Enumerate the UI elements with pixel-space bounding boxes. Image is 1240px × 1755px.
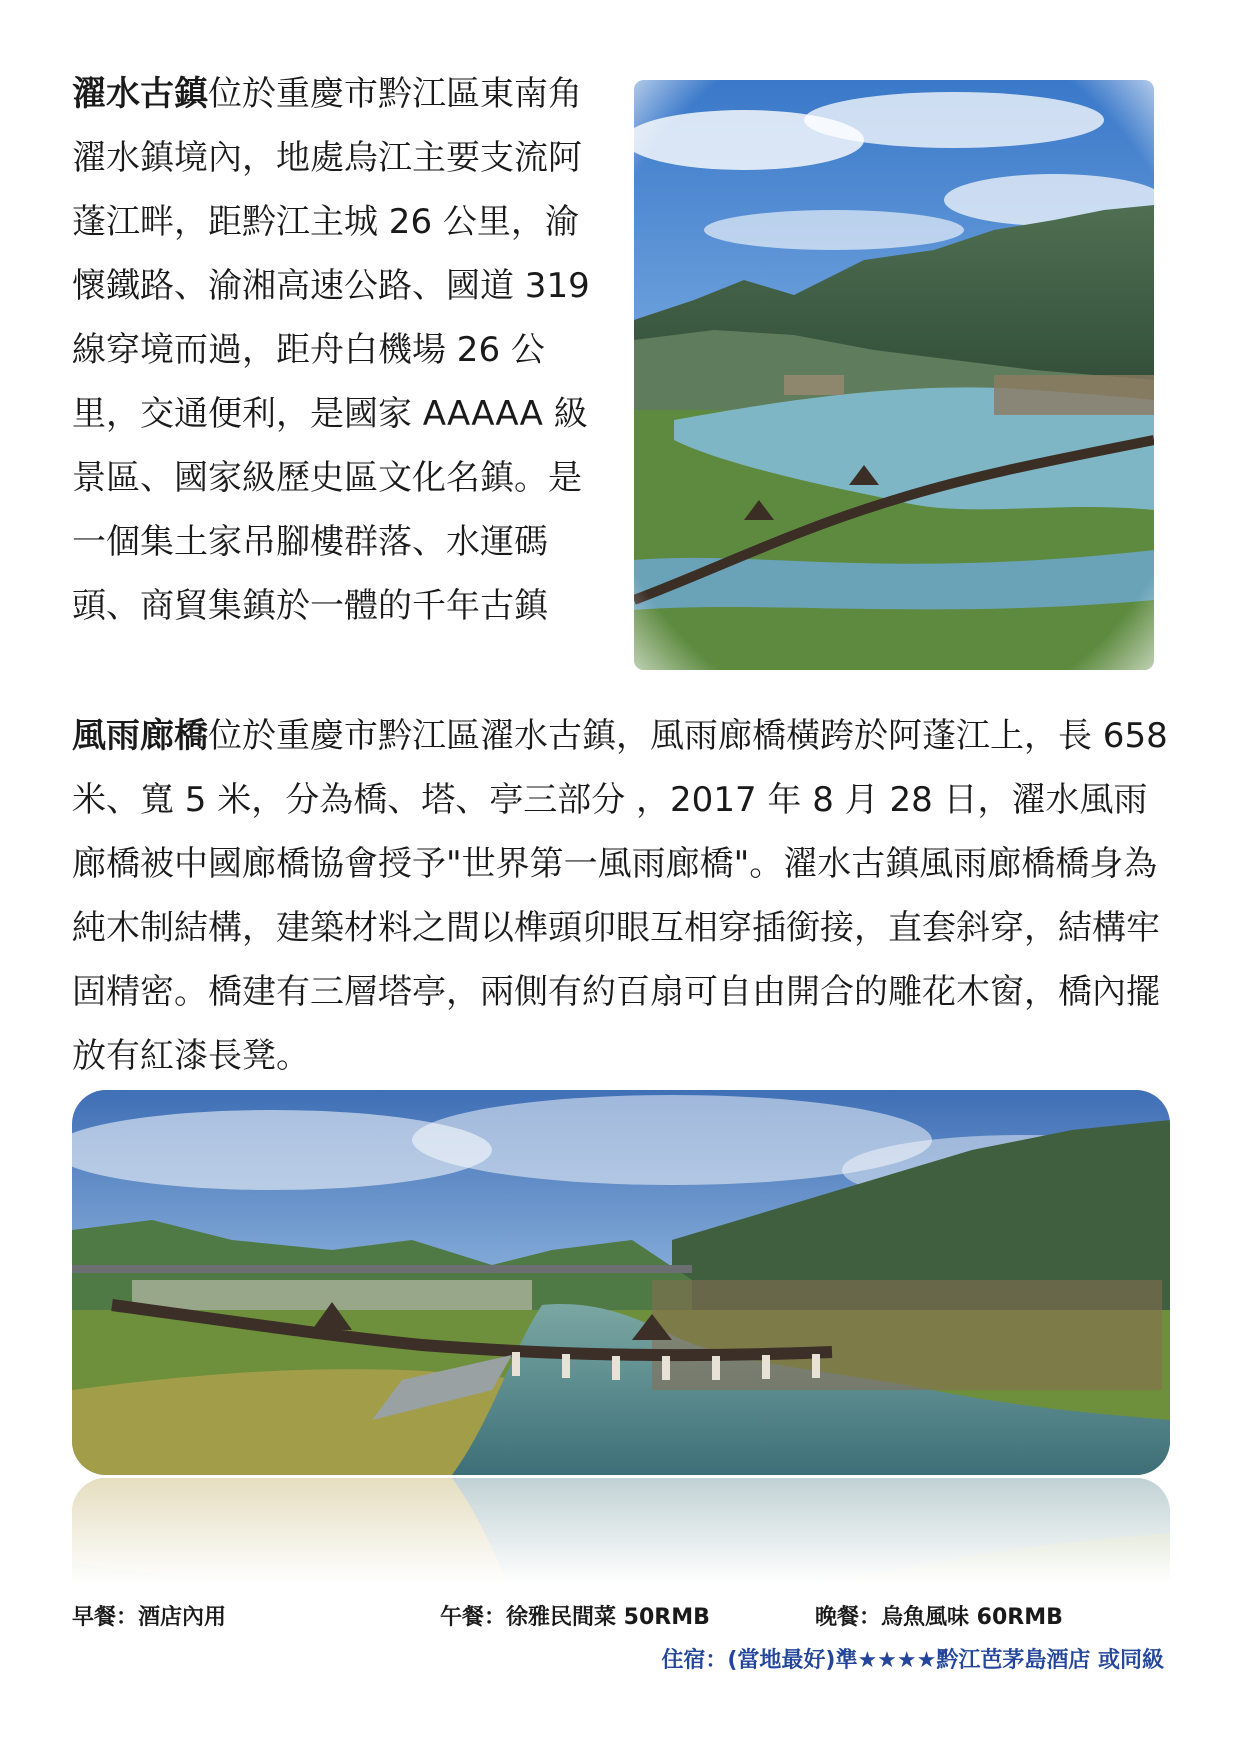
lunch-info: 午餐：徐雅民間菜 50RMB [440, 1605, 710, 1630]
town-body: 位於重慶市黔江區東南角濯水鎮境內，地處烏江主要支流阿蓬江畔，距黔江主城 26 公里，渝懷鐵路、渝湘高速公路、國道 319 線穿境而過，距舟白機場 26 公里，交通便利，是國家 AAAAA 級景區、國家級歷史區文化名鎮。是一個集土家吊腳樓群落、水運碼頭、商貿集鎮於一體的千年古鎮 [72, 74, 590, 626]
bridge-panorama-reflection [72, 1478, 1170, 1588]
breakfast-info: 早餐：酒店內用 [72, 1605, 227, 1630]
dinner-info: 晚餐：烏魚風味 60RMB [815, 1605, 1063, 1630]
bridge-title: 風雨廊橋 [72, 716, 208, 756]
town-title: 濯水古鎮 [72, 74, 208, 114]
town-valley-photo [634, 80, 1154, 670]
bridge-paragraph [72, 704, 1172, 1088]
lodging-info: 住宿：(當地最好)準★★★★黔江芭茅島酒店 或同級 [661, 1648, 1164, 1673]
bridge-panorama-photo [72, 1090, 1170, 1475]
bridge-body: 位於重慶市黔江區濯水古鎮，風雨廊橋橫跨於阿蓬江上，長 658 米、寬 5 米，分為橋、塔、亭三部分 ，2017 年 8 月 28 日，濯水風雨廊橋被中國廊橋協會授予"世界第一風雨廊橋"。濯水古鎮風雨廊橋橋身為純木制結構，建築材料之間以榫頭卯眼互相穿插銜接，直套斜穿，結構牢固精密。橋建有三層塔亭，兩側有約百扇可自由開合的雕花木窗，橋內擺放有紅漆長凳。 [72, 716, 1168, 1076]
town-paragraph [72, 62, 602, 638]
